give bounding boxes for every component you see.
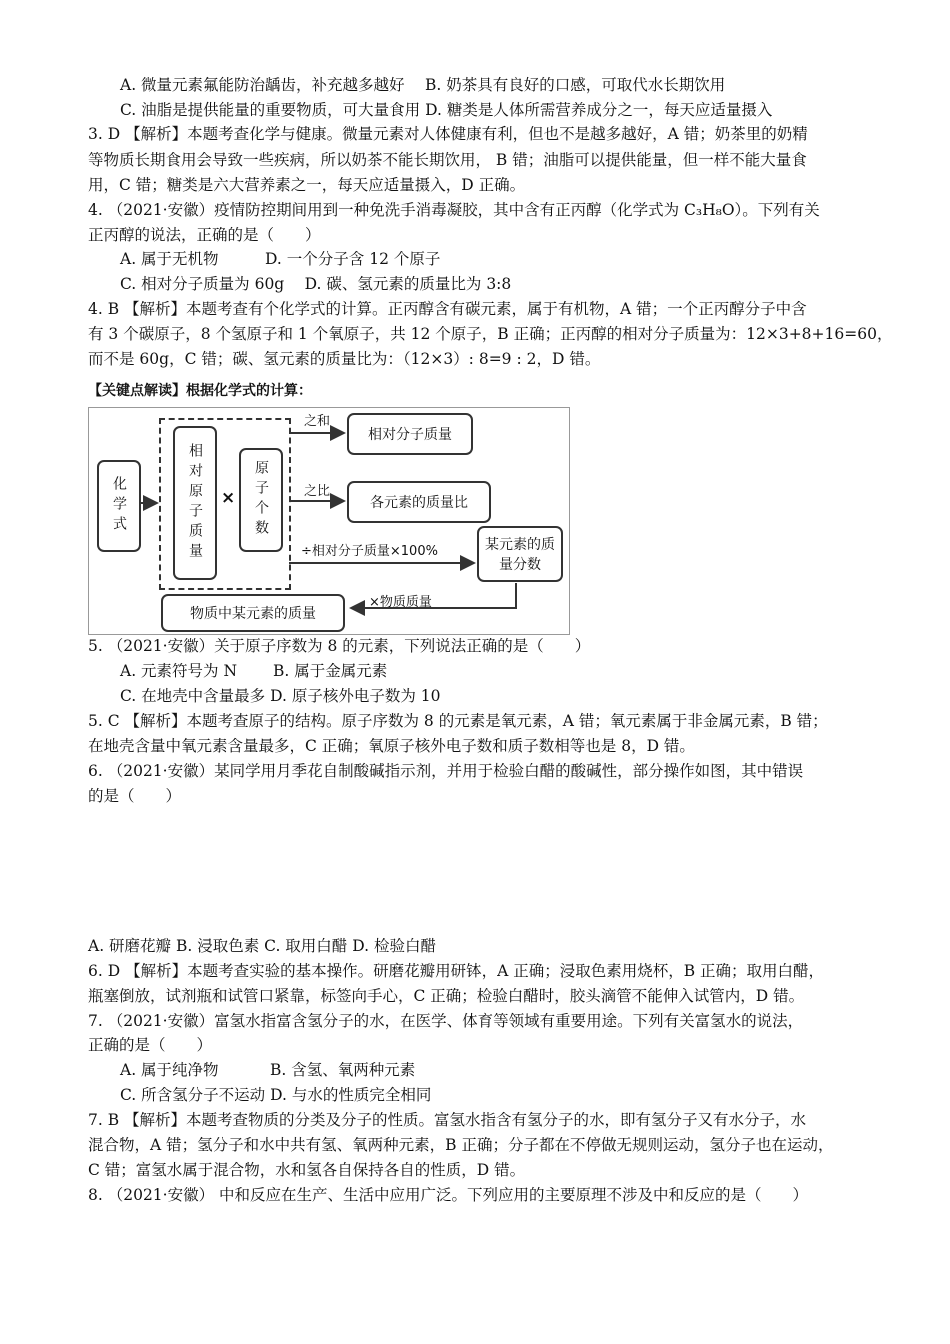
a4-line1: 4. B 【解析】本题考查有个化学式的计算。正丙醇含有碳元素，属于有机物，A 错；一个正丙醇分子中含	[88, 300, 807, 318]
a6-line2: 瓶塞倒放，试剂瓶和试管口紧靠，标签向手心，C 正确；检验白醋时，胶头滴管不能伸入试管内，D 错。	[88, 987, 805, 1005]
q4-stem1: 4. （2021·安徽）疫情防控期间用到一种免洗手消毒凝胶，其中含有正丙醇（化学式为 C₃H₈O）。下列有关	[88, 201, 820, 219]
q7-options-ab: A. 属于纯净物 B. 含氢、氧两种元素	[120, 1061, 416, 1079]
q5-stem: 5. （2021·安徽）关于原子序数为 8 的元素，下列说法正确的是（ ）	[88, 637, 591, 655]
key-point-heading: 【关键点解读】根据化学式的计算：	[88, 383, 312, 399]
q2-options-ab: A. 微量元素氟能防治龋齿，补充越多越好 B. 奶茶具有良好的口感，可取代水长期饮用	[120, 76, 726, 94]
q8-stem: 8. （2021·安徽） 中和反应在生产、生活中应用广泛。下列应用的主要原理不涉及中和反应的是（ ）	[88, 1186, 809, 1204]
a3-line3: 用，C 错；糖类是六大营养素之一，每天应适量摄入，D 正确。	[88, 176, 526, 194]
a4-line3: 而不是 60g，C 错；碳、氢元素的质量比为：（12×3）: 8=9 : 2，D 错。	[88, 350, 601, 368]
relative-atomic-mass-box: 相对原子质量	[173, 426, 217, 580]
chemical-formula-box: 化学式	[97, 460, 141, 552]
q6-stem2: 的是（ ）	[88, 787, 182, 805]
atom-count-box: 原子个数	[239, 448, 283, 552]
formula-calculation-diagram	[88, 407, 570, 635]
a7-line1: 7. B 【解析】本题考查物质的分类及分子的性质。富氢水指含有氢分子的水，即有氢分子又有水分子，水	[88, 1111, 807, 1129]
q4-stem2: 正丙醇的说法，正确的是（ ）	[88, 226, 321, 244]
q2-options-cd: C. 油脂是提供能量的重要物质，可大量食用 D. 糖类是人体所需营养成分之一，每天应适量摄入	[120, 101, 773, 119]
a6-line1: 6. D 【解析】本题考查实验的基本操作。研磨花瓣用研钵，A 正确；浸取色素用烧杯，B 正确；取用白醋，	[88, 962, 825, 980]
q5-options-ab: A. 元素符号为 N B. 属于金属元素	[120, 662, 388, 680]
a5-line1: 5. C 【解析】本题考查原子的结构。原子序数为 8 的元素是氧元素，A 错；氧元素属于非金属元素，B 错；	[88, 712, 828, 730]
mass-fraction-box: 某元素的质量分数	[477, 526, 563, 582]
q7-stem2: 正确的是（ ）	[88, 1036, 213, 1054]
relative-molecular-mass-box: 相对分子质量	[347, 413, 473, 455]
a7-line2: 混合物，A 错；氢分子和水中共有氢、氧两种元素，B 正确；分子都在不停做无规则运动，氢分子也在运动，	[88, 1136, 834, 1154]
a5-line2: 在地壳含量中氧元素含量最多，C 正确；氧原子核外电子数和质子数相等也是 8，D 错。	[88, 737, 695, 755]
times-sign: ×	[221, 488, 236, 508]
q6-stem1: 6. （2021·安徽）某同学用月季花自制酸碱指示剂，并用于检验白醋的酸碱性，部分操作如图，其中错误	[88, 762, 804, 780]
times-mass-label: ×物质质量	[369, 595, 432, 610]
a3-line2: 等物质长期食用会导致一些疾病，所以奶茶不能长期饮用， B 错；油脂可以提供能量，但一样不能大量食	[88, 151, 807, 169]
a7-line3: C 错；富氢水属于混合物，水和氢各自保持各自的性质，D 错。	[88, 1161, 526, 1179]
element-mass-box: 物质中某元素的质量	[161, 594, 345, 632]
mass-ratio-box: 各元素的质量比	[347, 481, 491, 523]
q4-options-cd: C. 相对分子质量为 60g D. 碳、氢元素的质量比为 3:8	[120, 275, 512, 293]
q6-options: A. 研磨花瓣 B. 浸取色素 C. 取用白醋 D. 检验白醋	[88, 937, 436, 955]
sum-label: 之和	[304, 414, 331, 429]
q7-options-cd: C. 所含氢分子不运动 D. 与水的性质完全相同	[120, 1086, 432, 1104]
a3-line1: 3. D 【解析】本题考查化学与健康。微量元素对人体健康有利，但也不是越多越好，A 错；奶茶里的奶精	[88, 125, 808, 143]
q5-options-cd: C. 在地壳中含量最多 D. 原子核外电子数为 10	[120, 687, 441, 705]
q7-stem1: 7. （2021·安徽）富氢水指富含氢分子的水，在医学、体育等领域有重要用途。下列有关富氢水的说法，	[88, 1012, 804, 1030]
a4-line2: 有 3 个碳原子，8 个氢原子和 1 个氧原子，共 12 个原子，B 正确；正丙醇的相对分子质量为：12×3+8+16=60，	[88, 325, 893, 343]
q4-options-ab: A. 属于无机物 D. 一个分子含 12 个原子	[120, 250, 441, 268]
divide-label: ÷相对分子质量×100%	[301, 544, 438, 559]
ratio-label: 之比	[304, 484, 331, 499]
